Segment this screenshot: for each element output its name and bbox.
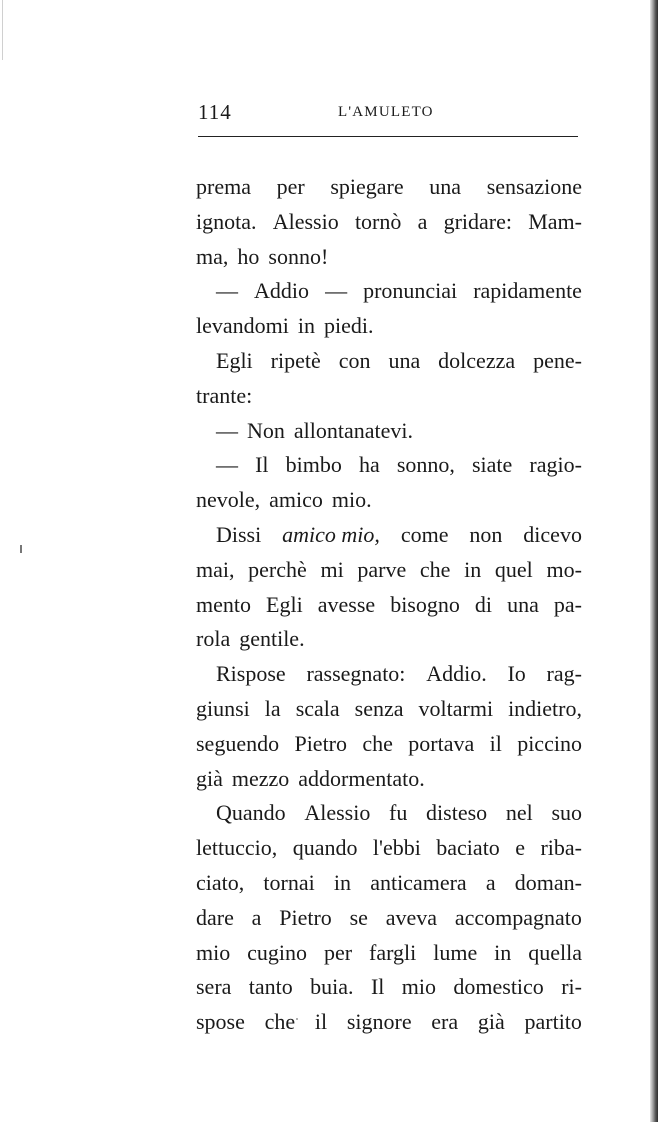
page-header bbox=[198, 100, 580, 130]
word: levandomi bbox=[196, 313, 289, 339]
word: Addio bbox=[254, 278, 310, 304]
word: tornò bbox=[354, 208, 402, 234]
text-line bbox=[196, 1005, 582, 1040]
word: gridare: bbox=[443, 208, 512, 234]
word: quella bbox=[528, 939, 582, 965]
word: amico mio, bbox=[282, 521, 380, 547]
word: sonno! bbox=[268, 243, 329, 269]
word: aveva bbox=[385, 904, 438, 930]
word: che bbox=[419, 556, 451, 582]
word: cugino bbox=[247, 939, 308, 965]
word: ragio- bbox=[529, 452, 582, 478]
text-line bbox=[196, 831, 582, 866]
word: mio bbox=[401, 974, 436, 1000]
word: scala bbox=[295, 695, 340, 721]
text-line bbox=[196, 727, 582, 762]
word: Dissi bbox=[216, 521, 262, 547]
page-number: 114 bbox=[198, 100, 232, 124]
word: allontanatevi. bbox=[293, 417, 414, 443]
word: con bbox=[338, 347, 371, 373]
word: in bbox=[333, 869, 352, 895]
word: — bbox=[216, 417, 238, 443]
word: voltarmi bbox=[418, 695, 494, 721]
word: mio. bbox=[331, 487, 372, 513]
word: Alessio bbox=[272, 208, 339, 234]
word: l'ebbi bbox=[372, 835, 421, 861]
text-line bbox=[196, 448, 582, 483]
word: bisogno bbox=[390, 591, 460, 617]
word: — bbox=[325, 278, 348, 304]
word: era bbox=[431, 1009, 459, 1035]
word: giunsi bbox=[196, 695, 250, 721]
word: quando bbox=[292, 835, 358, 861]
word: pa- bbox=[553, 591, 582, 617]
word: mi bbox=[320, 556, 344, 582]
text-line bbox=[196, 309, 582, 344]
word: tornai bbox=[263, 869, 315, 895]
page-edge-shadow bbox=[650, 0, 658, 1122]
word: ripetè bbox=[270, 347, 321, 373]
word: spiegare bbox=[330, 174, 404, 199]
text-line bbox=[196, 762, 582, 797]
word: ha bbox=[358, 452, 380, 478]
text-line bbox=[196, 483, 582, 518]
header-rule bbox=[198, 136, 578, 137]
word: bimbo bbox=[285, 452, 342, 478]
word: — bbox=[216, 278, 238, 304]
word: fu bbox=[389, 800, 408, 826]
word: non bbox=[469, 521, 503, 547]
margin-mark bbox=[20, 545, 22, 553]
word: — bbox=[216, 452, 238, 478]
word: piccino bbox=[517, 730, 582, 756]
text-line bbox=[196, 274, 582, 309]
word: lettuccio, bbox=[196, 835, 278, 861]
word: mai, bbox=[196, 556, 235, 582]
word: Io bbox=[507, 661, 526, 687]
text-line bbox=[196, 936, 582, 971]
text-line bbox=[196, 970, 582, 1005]
word: in bbox=[297, 313, 315, 339]
word: dicevo bbox=[523, 521, 582, 547]
word: signore bbox=[346, 1009, 412, 1035]
word: Quando bbox=[216, 800, 286, 826]
word: dolcezza bbox=[438, 347, 516, 373]
word: prema bbox=[196, 174, 251, 199]
word: Non bbox=[247, 417, 285, 443]
text-line bbox=[196, 414, 582, 449]
word: Rispose bbox=[216, 661, 286, 687]
text-line bbox=[196, 553, 582, 588]
word: senza bbox=[354, 695, 404, 721]
word: mezzo bbox=[231, 765, 290, 791]
word: per bbox=[324, 939, 353, 965]
text-line bbox=[196, 657, 582, 692]
text-line bbox=[196, 240, 582, 275]
word: Il bbox=[370, 974, 385, 1000]
word: e bbox=[515, 835, 526, 861]
word: siate bbox=[471, 452, 513, 478]
word: partito bbox=[524, 1009, 582, 1035]
word: ignota. bbox=[196, 208, 257, 234]
word: che bbox=[264, 1009, 296, 1035]
word: disteso bbox=[426, 800, 488, 826]
word: addormentato. bbox=[298, 765, 425, 791]
scan-artifact bbox=[2, 0, 3, 60]
word: rapidamente bbox=[473, 278, 582, 304]
word: spose bbox=[196, 1009, 245, 1035]
word: se bbox=[349, 904, 368, 930]
word: pene- bbox=[533, 347, 582, 373]
word: la bbox=[264, 695, 281, 721]
word: di bbox=[474, 591, 493, 617]
word: Pietro bbox=[279, 904, 332, 930]
word: piedi. bbox=[324, 313, 374, 339]
word: a bbox=[251, 904, 262, 930]
word: avesse bbox=[317, 591, 376, 617]
word: doman- bbox=[514, 869, 582, 895]
word: accompagnato bbox=[454, 904, 582, 930]
text-line bbox=[196, 379, 582, 414]
word: quel bbox=[494, 556, 533, 582]
word: mo- bbox=[546, 556, 582, 582]
word: tanto bbox=[248, 974, 293, 1000]
word: pronunciai bbox=[363, 278, 458, 304]
word: seguendo bbox=[196, 730, 280, 756]
body-text bbox=[196, 170, 582, 1040]
word: trante: bbox=[196, 382, 253, 408]
text-line bbox=[196, 588, 582, 623]
word: ma, bbox=[196, 243, 229, 269]
text-line bbox=[196, 344, 582, 379]
text-line bbox=[196, 170, 582, 205]
word: rola bbox=[196, 626, 231, 652]
word: suo bbox=[551, 800, 582, 826]
word: fargli bbox=[369, 939, 417, 965]
word: riba- bbox=[540, 835, 582, 861]
word: gentile. bbox=[239, 626, 305, 652]
word: baciato bbox=[436, 835, 500, 861]
word: Egli bbox=[266, 591, 303, 617]
word: Addio. bbox=[426, 661, 487, 687]
word: buia. bbox=[310, 974, 354, 1000]
word: mento bbox=[196, 591, 251, 617]
word: parve bbox=[357, 556, 407, 582]
word: dare bbox=[196, 904, 234, 930]
word: come bbox=[400, 521, 449, 547]
word: domestico bbox=[453, 974, 544, 1000]
word: sensazione bbox=[486, 174, 582, 199]
word: già bbox=[196, 765, 223, 791]
text-line bbox=[196, 796, 582, 831]
word: che bbox=[362, 730, 393, 756]
word: ciato, bbox=[196, 869, 245, 895]
word: una bbox=[388, 347, 421, 373]
word: rassegnato: bbox=[306, 661, 406, 687]
word: in bbox=[494, 939, 512, 965]
word: ho bbox=[237, 243, 260, 269]
word: indietro, bbox=[508, 695, 582, 721]
word: il bbox=[314, 1009, 328, 1035]
word: in bbox=[464, 556, 482, 582]
word: nel bbox=[505, 800, 533, 826]
word: già bbox=[477, 1009, 505, 1035]
word: a bbox=[417, 208, 428, 234]
word: portava bbox=[408, 730, 475, 756]
word: per bbox=[276, 174, 305, 199]
running-title: L'AMULETO bbox=[338, 104, 434, 120]
ink-dot bbox=[296, 1018, 298, 1020]
word: sonno, bbox=[396, 452, 455, 478]
text-line bbox=[196, 692, 582, 727]
word: sera bbox=[196, 974, 232, 1000]
word: a bbox=[485, 869, 496, 895]
text-line bbox=[196, 622, 582, 657]
text-line bbox=[196, 205, 582, 240]
word: Pietro bbox=[294, 730, 348, 756]
word: amico bbox=[269, 487, 323, 513]
word: rag- bbox=[546, 661, 582, 687]
word: una bbox=[507, 591, 539, 617]
word: Mam- bbox=[528, 208, 582, 234]
word: Egli bbox=[216, 347, 253, 373]
word: il bbox=[489, 730, 502, 756]
word: nevole, bbox=[196, 487, 261, 513]
word: perchè bbox=[248, 556, 307, 582]
text-line bbox=[196, 518, 582, 553]
word: una bbox=[429, 174, 462, 199]
word: anticamera bbox=[370, 869, 467, 895]
text-line bbox=[196, 866, 582, 901]
text-line bbox=[196, 901, 582, 936]
word: mio bbox=[196, 939, 231, 965]
word: ri- bbox=[561, 974, 582, 1000]
word: Il bbox=[255, 452, 269, 478]
word: lume bbox=[433, 939, 478, 965]
word: Alessio bbox=[304, 800, 371, 826]
